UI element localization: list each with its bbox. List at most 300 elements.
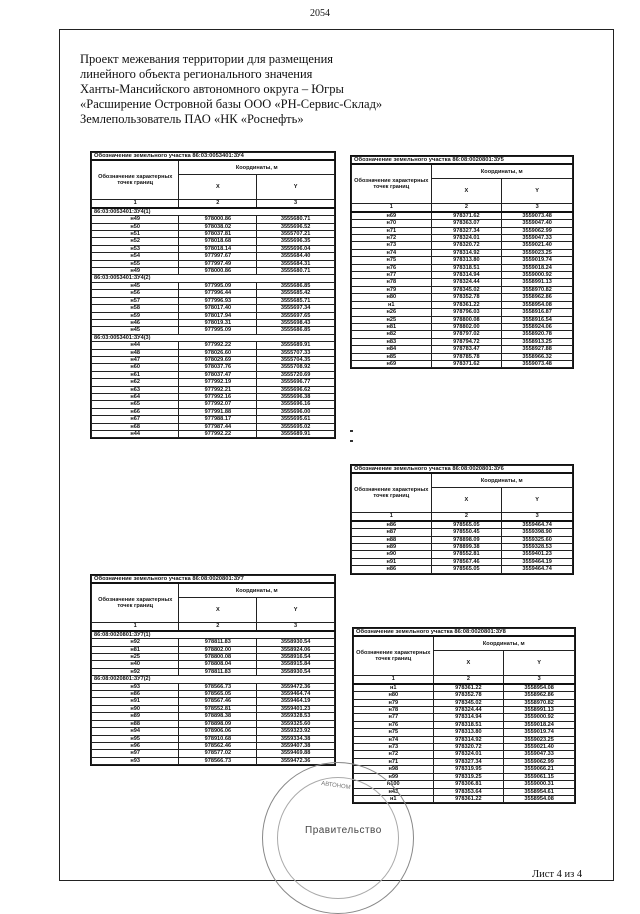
column-number: 2 xyxy=(179,623,257,631)
y-value: 3555685.71 xyxy=(257,297,335,304)
point-id: н45 xyxy=(92,327,179,334)
point-id: н68 xyxy=(92,423,179,430)
point-id: н58 xyxy=(92,305,179,312)
header-row xyxy=(92,583,335,598)
y-value: 3555686.85 xyxy=(257,327,335,334)
x-value: 977992.19 xyxy=(179,379,257,386)
x-value: 978026.60 xyxy=(179,349,257,356)
point-id: н62 xyxy=(92,379,179,386)
table-zu5 xyxy=(350,155,574,369)
sheet-label: Лист 4 из 4 xyxy=(532,869,583,880)
seal-inner-ring xyxy=(277,777,399,899)
y-value: 3559328.53 xyxy=(257,713,335,720)
table-row xyxy=(92,423,335,430)
column-number-row xyxy=(352,513,573,521)
point-id: н1 xyxy=(352,301,432,308)
x-value: 978361.22 xyxy=(433,684,504,692)
x-value: 978552.81 xyxy=(179,705,257,712)
table-title-row xyxy=(352,157,573,165)
y-value: 3559464.19 xyxy=(502,558,573,565)
table-row xyxy=(92,238,335,245)
point-id: н89 xyxy=(352,544,432,551)
x-value: 978353.64 xyxy=(433,788,504,795)
table-row xyxy=(92,720,335,727)
y-header: Y xyxy=(504,651,575,676)
x-value: 978318.51 xyxy=(431,264,502,271)
point-id: н95 xyxy=(92,735,179,742)
column-number: 2 xyxy=(431,204,502,212)
y-value: 3558930.54 xyxy=(257,639,335,646)
y-value: 3558927.88 xyxy=(502,346,573,353)
point-id: н64 xyxy=(92,393,179,400)
x-value: 978327.34 xyxy=(433,758,504,765)
x-value: 978037.47 xyxy=(179,371,257,378)
x-value: 978320.72 xyxy=(431,242,502,249)
x-value: 978038.02 xyxy=(179,223,257,230)
point-id: н70 xyxy=(352,220,432,227)
table-title-row xyxy=(354,629,575,637)
y-value: 3555696.38 xyxy=(257,393,335,400)
x-header: X xyxy=(179,598,257,623)
point-id: н86 xyxy=(92,691,179,698)
point-id: н74 xyxy=(352,249,432,256)
column-number: 1 xyxy=(352,204,432,212)
coordinates-header: Координаты, м xyxy=(431,473,572,488)
point-id: н79 xyxy=(352,286,432,293)
table-row xyxy=(352,360,573,367)
table-row xyxy=(92,371,335,378)
table-row xyxy=(92,312,335,319)
point-id: н43 xyxy=(354,788,434,795)
margin-mark xyxy=(350,430,353,432)
y-value: 3555696.00 xyxy=(257,408,335,415)
table-row xyxy=(352,558,573,565)
x-value: 978000.86 xyxy=(179,216,257,223)
table-row xyxy=(354,684,575,692)
coordinates-header: Координаты, м xyxy=(433,636,574,651)
y-value: 3559018.24 xyxy=(504,721,575,728)
point-id: н53 xyxy=(92,245,179,252)
x-value: 978910.68 xyxy=(179,735,257,742)
x-value: 977991.88 xyxy=(179,408,257,415)
x-value: 978802.00 xyxy=(431,323,502,330)
x-value: 978037.81 xyxy=(179,231,257,238)
y-value: 3555684.31 xyxy=(257,260,335,267)
x-value: 978324.01 xyxy=(431,235,502,242)
point-id: н65 xyxy=(92,401,179,408)
table-row xyxy=(352,353,573,360)
point-id: н96 xyxy=(92,742,179,749)
table-row xyxy=(354,758,575,765)
point-id: н76 xyxy=(354,721,434,728)
y-value: 3555697.65 xyxy=(257,312,335,319)
point-id: н92 xyxy=(92,639,179,646)
x-value: 977988.17 xyxy=(179,416,257,423)
y-value: 3559464.74 xyxy=(502,521,573,529)
x-value: 977992.07 xyxy=(179,401,257,408)
point-id: н57 xyxy=(92,297,179,304)
table-row xyxy=(92,408,335,415)
x-value: 978566.73 xyxy=(179,683,257,690)
table-row xyxy=(92,379,335,386)
y-header: Y xyxy=(257,598,335,623)
y-value: 3558991.13 xyxy=(502,279,573,286)
y-value: 3559000.92 xyxy=(504,714,575,721)
x-value: 977996.44 xyxy=(179,290,257,297)
point-id: н79 xyxy=(354,699,434,706)
column-number: 2 xyxy=(433,676,504,684)
x-value: 978324.01 xyxy=(433,751,504,758)
x-value: 977992.22 xyxy=(179,342,257,349)
table-title: Обозначение земельного участка 86:08:0020801:ЗУ6 xyxy=(352,466,573,474)
table-row xyxy=(92,364,335,371)
y-value: 3555720.69 xyxy=(257,371,335,378)
header-line: линейного объекта регионального значения xyxy=(80,67,313,81)
points-header: Обозначение характерных точек границ xyxy=(92,583,179,623)
x-value: 977997.49 xyxy=(179,260,257,267)
points-header: Обозначение характерных точек границ xyxy=(352,164,432,204)
y-value: 3555697.34 xyxy=(257,305,335,312)
point-id: н84 xyxy=(352,346,432,353)
x-value: 978361.22 xyxy=(431,301,502,308)
point-id: н97 xyxy=(92,750,179,757)
x-value: 978906.06 xyxy=(179,728,257,735)
x-value: 978898.09 xyxy=(179,720,257,727)
point-id: н71 xyxy=(354,758,434,765)
column-number: 3 xyxy=(257,200,335,208)
table-row xyxy=(352,264,573,271)
y-value: 3559325.60 xyxy=(502,536,573,543)
y-value: 3559062.99 xyxy=(502,227,573,234)
table-row xyxy=(92,253,335,260)
x-value: 978371.62 xyxy=(431,360,502,367)
table-row xyxy=(354,721,575,728)
point-id: н52 xyxy=(92,238,179,245)
point-id: н40 xyxy=(92,661,179,668)
table-row xyxy=(92,327,335,334)
table-row xyxy=(352,212,573,220)
y-value: 3559469.88 xyxy=(257,750,335,757)
point-id: н71 xyxy=(352,227,432,234)
seal-text: Правительство xyxy=(305,825,382,836)
x-value: 978018.14 xyxy=(179,245,257,252)
y-value: 3555689.91 xyxy=(257,342,335,349)
x-value: 978345.02 xyxy=(431,286,502,293)
x-value: 978327.34 xyxy=(431,227,502,234)
section-row xyxy=(92,631,335,639)
y-value: 3558920.78 xyxy=(502,331,573,338)
table-row xyxy=(352,242,573,249)
y-value: 3559328.53 xyxy=(502,544,573,551)
y-value: 3558924.06 xyxy=(257,646,335,653)
point-id: н92 xyxy=(92,668,179,675)
table-row xyxy=(92,297,335,304)
column-number: 1 xyxy=(92,623,179,631)
coordinates-table xyxy=(91,152,335,438)
table-zu7 xyxy=(90,574,336,766)
y-value: 3559018.24 xyxy=(502,264,573,271)
table-row xyxy=(92,223,335,230)
point-id: н63 xyxy=(92,386,179,393)
point-id: н80 xyxy=(352,294,432,301)
x-value: 978314.94 xyxy=(433,714,504,721)
x-value: 978552.81 xyxy=(431,551,502,558)
x-value: 978577.02 xyxy=(179,750,257,757)
y-value: 3558924.06 xyxy=(502,323,573,330)
point-id: н77 xyxy=(352,272,432,279)
table-row xyxy=(92,290,335,297)
y-value: 3559472.36 xyxy=(257,683,335,690)
x-value: 978324.44 xyxy=(433,707,504,714)
point-id: н75 xyxy=(352,257,432,264)
table-row xyxy=(352,316,573,323)
x-value: 977995.09 xyxy=(179,282,257,289)
table-row xyxy=(354,714,575,721)
point-id: н91 xyxy=(92,698,179,705)
coordinates-table xyxy=(351,465,573,574)
point-id: н73 xyxy=(352,242,432,249)
y-value: 3555696.04 xyxy=(257,245,335,252)
x-value: 978794.72 xyxy=(431,338,502,345)
point-id: н76 xyxy=(352,264,432,271)
point-id: н77 xyxy=(354,714,434,721)
y-value: 3555696.35 xyxy=(257,238,335,245)
point-id: н90 xyxy=(352,551,432,558)
y-value: 3555696.16 xyxy=(257,401,335,408)
section-label: 86:08:0020801:ЗУ7(1) xyxy=(92,631,335,639)
y-value: 3559398.90 xyxy=(502,529,573,536)
header-line: Ханты-Мансийского автономного округа – Югры xyxy=(80,82,344,96)
point-id: н69 xyxy=(352,360,432,367)
table-row xyxy=(92,231,335,238)
table-row xyxy=(352,227,573,234)
point-id: н54 xyxy=(92,253,179,260)
table-row xyxy=(352,301,573,308)
point-id: н44 xyxy=(92,342,179,349)
table-row xyxy=(352,529,573,536)
table-row xyxy=(352,249,573,256)
y-value: 3558915.84 xyxy=(257,661,335,668)
y-value: 3559021.40 xyxy=(502,242,573,249)
y-value: 3555696.62 xyxy=(257,386,335,393)
y-value: 3559062.99 xyxy=(504,758,575,765)
point-id: н78 xyxy=(352,279,432,286)
point-id: н93 xyxy=(92,757,179,764)
y-value: 3555704.35 xyxy=(257,356,335,363)
y-value: 3555696.77 xyxy=(257,379,335,386)
y-value: 3559334.38 xyxy=(257,735,335,742)
column-number: 1 xyxy=(354,676,434,684)
table-row xyxy=(92,661,335,668)
y-value: 3558970.82 xyxy=(502,286,573,293)
table-row xyxy=(92,654,335,661)
column-number: 3 xyxy=(504,676,575,684)
section-label: 86:08:0020801:ЗУ7(2) xyxy=(92,676,335,683)
y-value: 3555695.02 xyxy=(257,423,335,430)
point-id: н44 xyxy=(92,431,179,438)
y-value: 3558930.54 xyxy=(257,668,335,675)
table-row xyxy=(352,338,573,345)
column-number: 2 xyxy=(431,513,502,521)
table-title-row xyxy=(92,153,335,161)
table-row xyxy=(352,566,573,573)
points-header: Обозначение характерных точек границ xyxy=(92,160,179,200)
header-row xyxy=(352,473,573,488)
x-value: 978808.04 xyxy=(179,661,257,668)
x-value: 978800.08 xyxy=(179,654,257,661)
point-id: н48 xyxy=(92,349,179,356)
y-value: 3559066.21 xyxy=(504,766,575,773)
y-value: 3558962.86 xyxy=(502,294,573,301)
x-header: X xyxy=(431,488,502,513)
table-row xyxy=(352,521,573,529)
y-value: 3558916.54 xyxy=(502,316,573,323)
point-id: н25 xyxy=(352,316,432,323)
point-id: н88 xyxy=(352,536,432,543)
section-row xyxy=(92,334,335,341)
y-value: 3555686.85 xyxy=(257,282,335,289)
y-value: 3559401.23 xyxy=(502,551,573,558)
y-value: 3559047.33 xyxy=(502,235,573,242)
margin-mark xyxy=(350,440,353,442)
x-value: 978314.92 xyxy=(431,249,502,256)
x-value: 978550.45 xyxy=(431,529,502,536)
point-id: н56 xyxy=(92,290,179,297)
coordinates-table xyxy=(353,628,575,803)
y-value: 3555707.21 xyxy=(257,231,335,238)
x-value: 977997.67 xyxy=(179,253,257,260)
x-value: 978017.40 xyxy=(179,305,257,312)
table-row xyxy=(354,766,575,773)
point-id: н50 xyxy=(92,223,179,230)
point-id: н59 xyxy=(92,312,179,319)
table-row xyxy=(354,707,575,714)
point-id: н89 xyxy=(92,713,179,720)
point-id: н1 xyxy=(354,795,434,802)
section-row xyxy=(92,676,335,683)
x-value: 978313.80 xyxy=(433,729,504,736)
y-value: 3559019.74 xyxy=(502,257,573,264)
x-value: 977987.44 xyxy=(179,423,257,430)
table-row xyxy=(352,536,573,543)
table-row xyxy=(354,692,575,699)
point-id: н51 xyxy=(92,231,179,238)
column-number-row xyxy=(92,623,335,631)
table-row xyxy=(92,646,335,653)
table-row xyxy=(92,216,335,223)
point-id: н100 xyxy=(354,781,434,788)
point-id: н86 xyxy=(352,521,432,529)
table-row xyxy=(92,668,335,675)
x-value: 978352.78 xyxy=(433,692,504,699)
point-id: н1 xyxy=(354,684,434,692)
point-id: н81 xyxy=(352,323,432,330)
y-value: 3559023.25 xyxy=(502,249,573,256)
section-label: 86:03:0053401:ЗУ4(3) xyxy=(92,334,335,341)
table-row xyxy=(352,257,573,264)
table-row xyxy=(92,705,335,712)
column-number: 3 xyxy=(257,623,335,631)
y-header: Y xyxy=(502,488,573,513)
point-id: н85 xyxy=(352,353,432,360)
point-id: н94 xyxy=(92,728,179,735)
x-header: X xyxy=(431,179,502,204)
y-value: 3559021.40 xyxy=(504,744,575,751)
point-id: н72 xyxy=(354,751,434,758)
x-value: 978567.46 xyxy=(179,698,257,705)
table-row xyxy=(92,393,335,400)
x-value: 977992.16 xyxy=(179,393,257,400)
point-id: н66 xyxy=(92,408,179,415)
point-id: н47 xyxy=(92,356,179,363)
points-header: Обозначение характерных точек границ xyxy=(354,636,434,676)
point-id: н72 xyxy=(352,235,432,242)
x-value: 977996.93 xyxy=(179,297,257,304)
x-value: 978565.05 xyxy=(179,691,257,698)
x-value: 978314.94 xyxy=(431,272,502,279)
x-value: 978565.05 xyxy=(431,521,502,529)
table-row xyxy=(92,260,335,267)
y-value: 3559464.19 xyxy=(257,698,335,705)
table-row xyxy=(92,349,335,356)
table-row xyxy=(92,713,335,720)
table-row xyxy=(352,331,573,338)
x-value: 978811.83 xyxy=(179,639,257,646)
y-value: 3559325.60 xyxy=(257,720,335,727)
x-value: 978313.80 xyxy=(431,257,502,264)
y-value: 3559047.40 xyxy=(502,220,573,227)
point-id: н60 xyxy=(92,364,179,371)
y-value: 3555696.52 xyxy=(257,223,335,230)
table-row xyxy=(92,750,335,757)
document-header xyxy=(80,52,500,127)
x-value: 978037.76 xyxy=(179,364,257,371)
table-row xyxy=(352,272,573,279)
table-title-row xyxy=(352,466,573,474)
x-value: 978345.02 xyxy=(433,699,504,706)
y-value: 3559000.92 xyxy=(502,272,573,279)
point-id: н49 xyxy=(92,268,179,275)
x-value: 978899.38 xyxy=(431,544,502,551)
x-value: 978796.03 xyxy=(431,309,502,316)
x-header: X xyxy=(433,651,504,676)
table-row xyxy=(92,268,335,275)
x-value: 978797.02 xyxy=(431,331,502,338)
y-value: 3558954.08 xyxy=(504,795,575,802)
y-value: 3558962.86 xyxy=(504,692,575,699)
x-value: 978802.00 xyxy=(179,646,257,653)
x-value: 978324.44 xyxy=(431,279,502,286)
table-row xyxy=(352,544,573,551)
table-row xyxy=(92,342,335,349)
point-id: н81 xyxy=(92,646,179,653)
x-value: 978898.09 xyxy=(431,536,502,543)
header-row xyxy=(92,160,335,175)
y-value: 3559023.25 xyxy=(504,736,575,743)
table-row xyxy=(352,279,573,286)
x-value: 978811.83 xyxy=(179,668,257,675)
column-number: 1 xyxy=(352,513,432,521)
x-value: 978567.46 xyxy=(431,558,502,565)
point-id: н87 xyxy=(352,529,432,536)
point-id: н93 xyxy=(92,683,179,690)
y-header: Y xyxy=(257,175,335,200)
table-row xyxy=(354,729,575,736)
x-value: 978306.81 xyxy=(433,781,504,788)
y-value: 3559472.36 xyxy=(257,757,335,764)
y-value: 3558954.08 xyxy=(502,301,573,308)
point-id: н80 xyxy=(354,692,434,699)
